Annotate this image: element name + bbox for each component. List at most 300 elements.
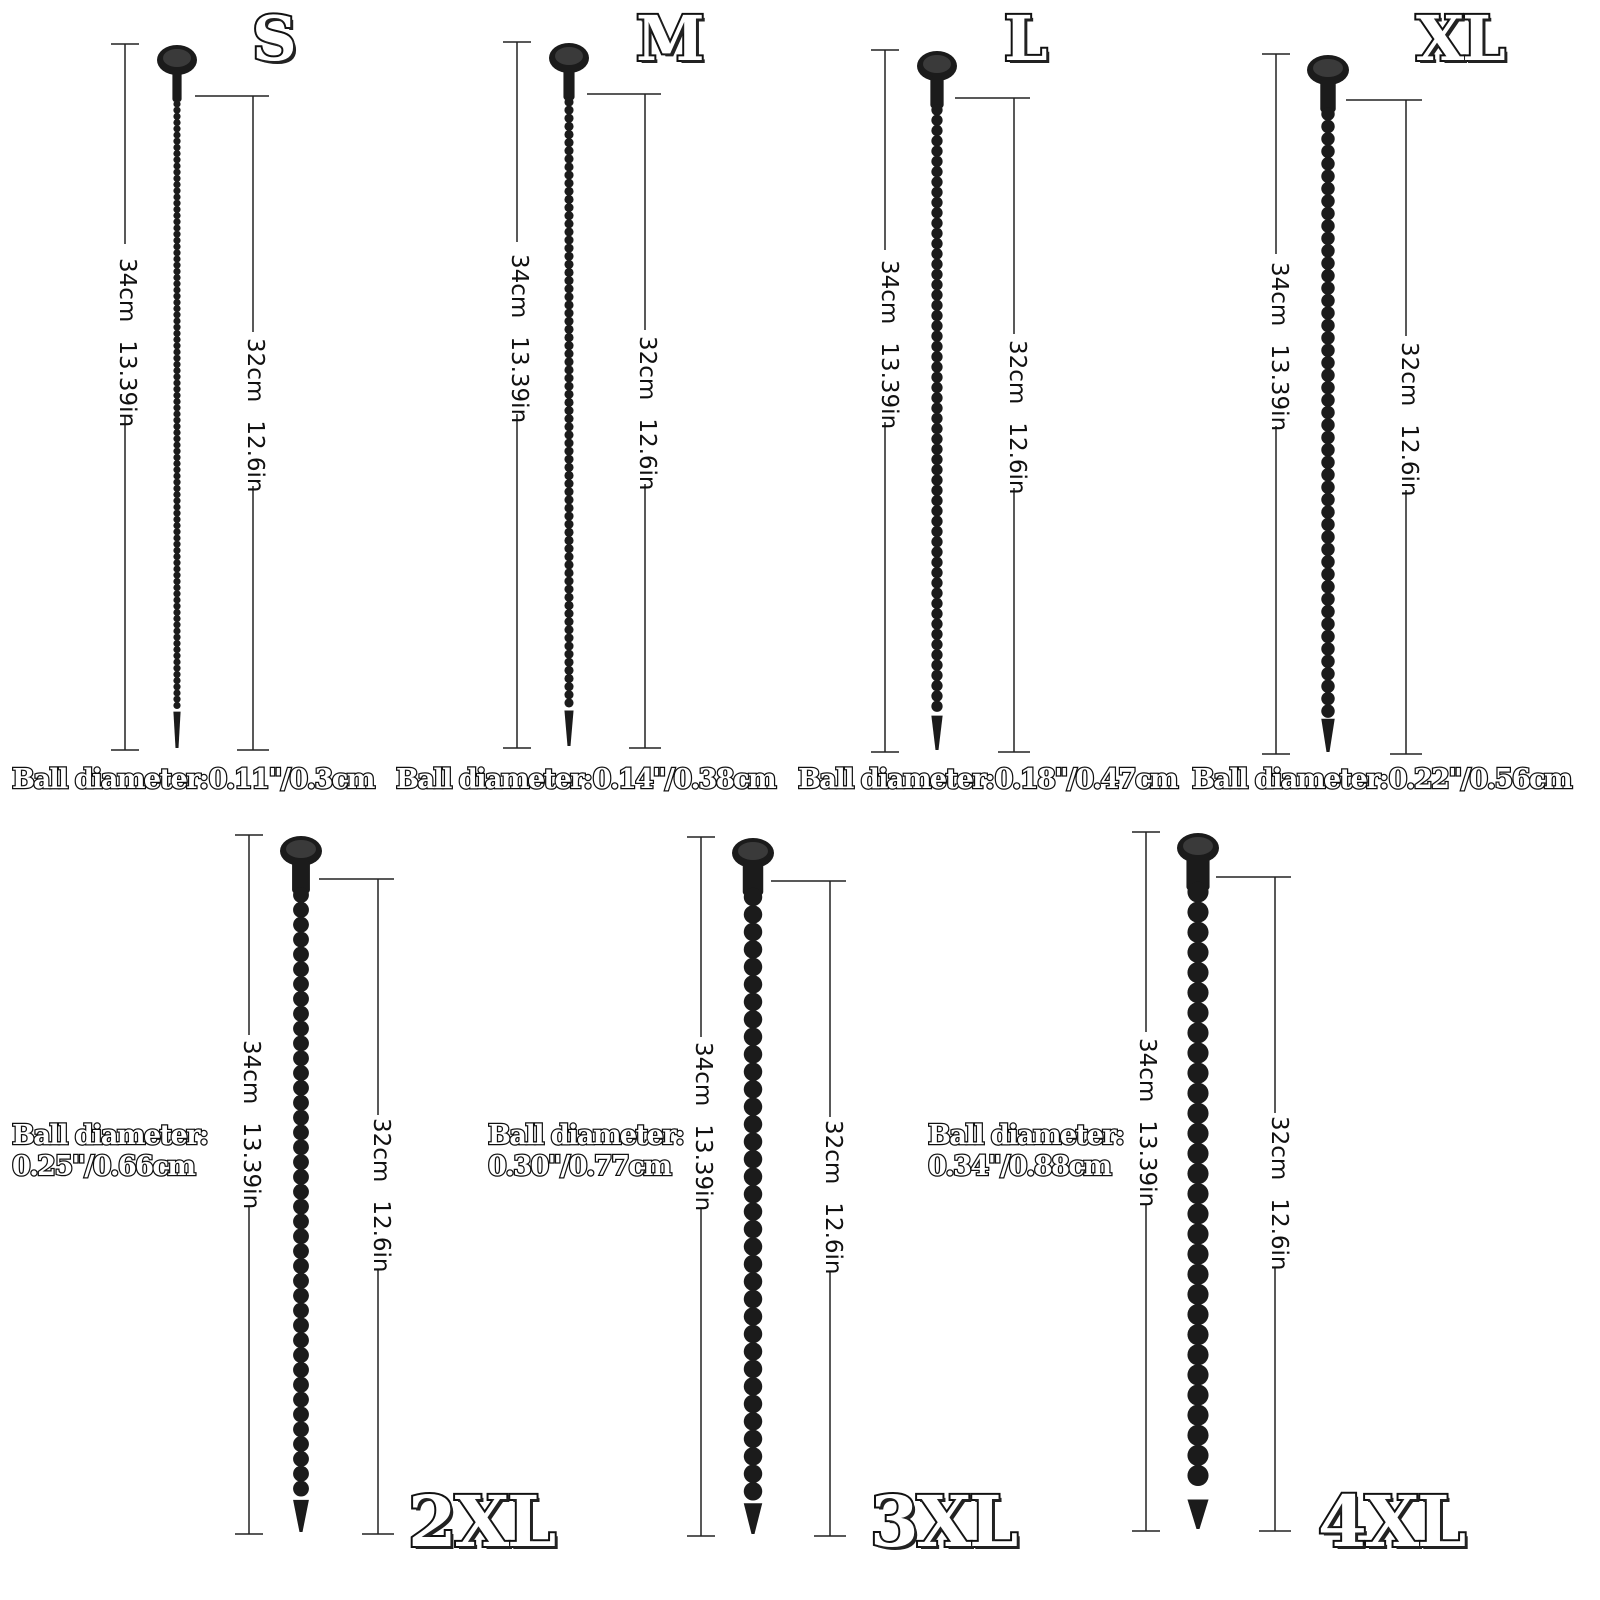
bead-s [173,237,180,244]
bead-m [564,512,573,521]
bead-3xl [744,1028,762,1046]
bead-s [173,658,180,665]
bead-3xl [744,1255,762,1273]
bead-l [931,670,942,681]
bead-s [173,665,180,672]
rod-tip-l [931,716,942,750]
bead-2xl [293,1347,309,1363]
handle-cap-3xl [738,842,768,860]
bead-4xl [1187,1284,1208,1305]
bead-m [564,609,573,618]
bead-s [173,100,180,107]
bead-l [931,310,942,321]
bead-m [564,195,573,204]
bead-m [564,325,573,334]
handle-cap-s [163,49,191,67]
bead-xl [1321,344,1334,357]
bead-xl [1321,257,1334,270]
bead-s [173,231,180,238]
insert-length-l: 32cm12.6in [1004,340,1030,495]
bead-l [931,125,942,136]
bead-m [564,414,573,423]
bead-2xl [293,902,309,918]
bead-s [173,206,180,213]
bead-l [931,649,942,660]
bead-s [173,454,180,461]
bead-s [173,491,180,498]
bead-4xl [1187,942,1208,963]
bead-l [931,238,942,249]
bead-2xl [293,976,309,992]
bead-l [931,228,942,239]
bead-4xl [1187,1304,1208,1325]
bead-2xl [293,1362,309,1378]
ball-diameter-s [12,764,374,795]
bead-xl [1321,219,1334,232]
bead-l [931,166,942,177]
bead-s [173,379,180,386]
bead-m [564,528,573,537]
bead-2xl [293,1021,309,1037]
bead-m [564,577,573,586]
insert-length-4xl: 32cm12.6in [1266,1116,1292,1271]
bead-m [564,292,573,301]
bead-s [173,541,180,548]
bead-4xl [1187,1083,1208,1104]
bead-l [931,485,942,496]
bead-s [173,317,180,324]
total-length-s: 34cm13.39in [114,258,140,428]
ball-diameter-l [798,764,1177,795]
bead-l [931,639,942,650]
bead-3xl [744,1360,762,1378]
handle-cap-l [923,55,951,73]
bead-l [931,217,942,228]
bead-s [173,503,180,510]
bead-3xl [744,1377,762,1395]
size-label-3xl: 3XL [870,1480,1017,1563]
bead-s [173,119,180,126]
bead-m [564,568,573,577]
bead-2xl [293,1006,309,1022]
bead-l [931,567,942,578]
bead-xl [1321,555,1334,568]
bead-m [564,455,573,464]
bead-4xl [1187,1063,1208,1084]
bead-3xl [744,1447,762,1465]
bead-2xl [293,1095,309,1111]
bead-3xl [744,1010,762,1028]
size-label-xl: XL [1416,2,1504,75]
bead-s [173,255,180,262]
bead-s [173,702,180,709]
bead-l [931,269,942,280]
size-label-m: M [636,2,703,75]
bead-xl [1321,207,1334,220]
bead-s [173,224,180,231]
bead-4xl [1187,922,1208,943]
bead-m [564,227,573,236]
bead-xl [1321,680,1334,693]
bead-xl [1321,269,1334,282]
bead-3xl [744,1098,762,1116]
bead-m [564,357,573,366]
bead-s [173,429,180,436]
bead-m [564,698,573,707]
bead-4xl [1187,1445,1208,1466]
bead-xl [1321,406,1334,419]
bead-s [173,689,180,696]
bead-l [931,320,942,331]
bead-xl [1321,505,1334,518]
bead-m [564,365,573,374]
bead-xl [1321,244,1334,257]
bead-2xl [293,1110,309,1126]
handle-cap-xl [1313,59,1343,77]
bead-xl [1321,617,1334,630]
bead-xl [1321,107,1334,120]
bead-2xl [293,1377,309,1393]
bead-l [931,618,942,629]
bead-l [931,341,942,352]
bead-s [173,559,180,566]
bead-xl [1321,381,1334,394]
bead-m [564,536,573,545]
bead-4xl [1187,1143,1208,1164]
bead-s [173,423,180,430]
insert-length-m: 32cm12.6in [634,336,660,491]
bead-xl [1321,356,1334,369]
bead-m [564,658,573,667]
bead-s [173,627,180,634]
bead-l [931,300,942,311]
bead-2xl [293,991,309,1007]
bead-2xl [293,1451,309,1467]
bead-m [564,130,573,139]
bead-s [173,107,180,114]
insert-length-3xl: 32cm12.6in [820,1120,846,1275]
bead-s [173,373,180,380]
bead-xl [1321,692,1334,705]
bead-m [564,162,573,171]
bead-s [173,584,180,591]
bead-3xl [744,1167,762,1185]
ball-diameter-value: 0.25"/0.66cm [12,1151,195,1182]
bead-l [931,598,942,609]
bead-l [931,361,942,372]
bead-m [564,317,573,326]
bead-s [173,510,180,517]
bead-4xl [1187,1425,1208,1446]
bead-xl [1321,281,1334,294]
bead-4xl [1187,1344,1208,1365]
bead-3xl [744,1132,762,1150]
total-length-xl: 34cm13.39in [1266,262,1292,432]
bead-m [564,390,573,399]
bead-s [173,131,180,138]
bead-2xl [293,1154,309,1170]
bead-s [173,330,180,337]
bead-xl [1321,580,1334,593]
bead-s [173,138,180,145]
bead-m [564,552,573,561]
bead-l [931,392,942,403]
bead-3xl [744,1202,762,1220]
bead-s [173,534,180,541]
bead-s [173,528,180,535]
bead-xl [1321,468,1334,481]
bead-m [564,585,573,594]
bead-m [564,593,573,602]
bead-m [564,617,573,626]
bead-m [564,479,573,488]
ball-diameter-3xl [488,1120,683,1182]
bead-s [173,243,180,250]
insert-length-xl: 32cm12.6in [1396,342,1422,497]
bead-s [173,466,180,473]
bead-m [564,171,573,180]
bead-m [564,601,573,610]
bead-2xl [293,1214,309,1230]
bead-l [931,505,942,516]
bead-2xl [293,1228,309,1244]
total-length-4xl: 34cm13.39in [1134,1038,1160,1208]
bead-l [931,526,942,537]
bead-4xl [1187,1123,1208,1144]
bead-2xl [293,1169,309,1185]
bead-s [173,392,180,399]
bead-s [173,262,180,269]
bead-l [931,464,942,475]
bead-s [173,621,180,628]
bead-3xl [744,1115,762,1133]
bead-xl [1321,418,1334,431]
bead-2xl [293,1139,309,1155]
total-length-l: 34cm13.39in [876,260,902,430]
rod-tip-xl [1321,719,1334,752]
bead-s [173,398,180,405]
bead-2xl [293,1332,309,1348]
bead-s [173,299,180,306]
ball-diameter-4xl [928,1120,1123,1182]
rod-neck-l [930,76,943,108]
bead-4xl [1187,881,1208,902]
bead-3xl [744,1325,762,1343]
bead-2xl [293,1258,309,1274]
bead-s [173,361,180,368]
bead-m [564,122,573,131]
bead-m [564,309,573,318]
bead-s [173,311,180,318]
bead-l [931,145,942,156]
bead-m [564,97,573,106]
rod-tip-m [564,711,573,746]
bead-l [931,248,942,259]
bead-m [564,333,573,342]
bead-m [564,268,573,277]
bead-s [173,336,180,343]
bead-s [173,280,180,287]
ball-diameter-caption: Ball diameter: [928,1120,1124,1151]
bead-s [173,417,180,424]
size-label-s: S [252,2,295,75]
bead-4xl [1187,1364,1208,1385]
bead-xl [1321,530,1334,543]
bead-m [564,114,573,123]
bead-3xl [744,1465,762,1483]
bead-s [173,249,180,256]
bead-s [173,615,180,622]
bead-2xl [293,1481,309,1497]
bead-m [564,447,573,456]
bead-l [931,187,942,198]
bead-4xl [1187,1163,1208,1184]
rod-neck-s [172,70,181,102]
ball-diameter-caption: Ball diameter: [396,764,592,795]
bead-m [564,341,573,350]
bead-s [173,367,180,374]
bead-2xl [293,1080,309,1096]
bead-l [931,536,942,547]
ball-diameter-value: 0.34"/0.88cm [928,1151,1111,1182]
bead-m [564,422,573,431]
bead-s [173,404,180,411]
bead-xl [1321,642,1334,655]
bead-3xl [744,1482,762,1500]
bead-l [931,495,942,506]
bead-s [173,652,180,659]
bead-xl [1321,182,1334,195]
bead-s [173,169,180,176]
bead-s [173,293,180,300]
bead-4xl [1187,1244,1208,1265]
bead-3xl [744,888,762,906]
bead-2xl [293,946,309,962]
bead-s [173,547,180,554]
bead-2xl [293,1199,309,1215]
bead-4xl [1187,1465,1208,1486]
bead-m [564,641,573,650]
bead-m [564,471,573,480]
bead-s [173,516,180,523]
size-label-4xl: 4XL [1318,1480,1465,1563]
bead-xl [1321,592,1334,605]
bead-xl [1321,568,1334,581]
bead-s [173,355,180,362]
bead-m [564,520,573,529]
bead-m [564,560,573,569]
bead-2xl [293,1436,309,1452]
bead-s [173,609,180,616]
bead-2xl [293,1406,309,1422]
bead-3xl [744,1063,762,1081]
bead-s [173,410,180,417]
bead-s [173,156,180,163]
bead-s [173,200,180,207]
bead-s [173,386,180,393]
handle-cap-2xl [286,840,316,858]
ball-diameter-value: 0.18"/0.47cm [994,764,1178,795]
bead-l [931,577,942,588]
bead-m [564,106,573,115]
handle-cap-4xl [1183,837,1213,855]
bead-s [173,572,180,579]
bead-m [564,682,573,691]
ball-diameter-value: 0.30"/0.77cm [488,1151,671,1182]
rod-tip-s [173,712,180,748]
bead-s [173,187,180,194]
bead-s [173,441,180,448]
bead-2xl [293,1317,309,1333]
bead-2xl [293,1273,309,1289]
bead-4xl [1187,902,1208,923]
bead-m [564,187,573,196]
ball-diameter-caption: Ball diameter: [12,764,208,795]
bead-l [931,546,942,557]
bead-3xl [744,1185,762,1203]
bead-4xl [1187,1324,1208,1345]
bead-3xl [744,1430,762,1448]
bead-m [564,211,573,220]
bead-s [173,193,180,200]
bead-xl [1321,493,1334,506]
bead-2xl [293,1035,309,1051]
bead-4xl [1187,1042,1208,1063]
bead-xl [1321,518,1334,531]
ball-diameter-value: 0.14"/0.38cm [592,764,776,795]
bead-4xl [1187,982,1208,1003]
bead-m [564,544,573,553]
bead-l [931,454,942,465]
bead-l [931,259,942,270]
bead-s [173,603,180,610]
insert-length-2xl: 32cm12.6in [368,1118,394,1273]
bead-s [173,590,180,597]
rod-tip-3xl [744,1503,762,1534]
bead-s [173,348,180,355]
bead-s [173,113,180,120]
bead-m [564,666,573,675]
bead-m [564,625,573,634]
bead-s [173,448,180,455]
bead-l [931,680,942,691]
bead-m [564,487,573,496]
bead-m [564,260,573,269]
bead-xl [1321,232,1334,245]
bead-l [931,351,942,362]
rod-tip-2xl [293,1500,309,1532]
bead-s [173,677,180,684]
bead-m [564,244,573,253]
bead-xl [1321,704,1334,717]
bead-s [173,634,180,641]
bead-m [564,438,573,447]
bead-4xl [1187,962,1208,983]
bead-s [173,460,180,467]
bead-xl [1321,543,1334,556]
bead-m [564,203,573,212]
bead-s [173,274,180,281]
bead-l [931,444,942,455]
bead-3xl [744,1150,762,1168]
bead-s [173,479,180,486]
ball-diameter-xl [1192,764,1571,795]
bead-s [173,683,180,690]
bead-m [564,146,573,155]
bead-l [931,413,942,424]
ball-diameter-caption: Ball diameter: [12,1120,208,1151]
bead-4xl [1187,1384,1208,1405]
